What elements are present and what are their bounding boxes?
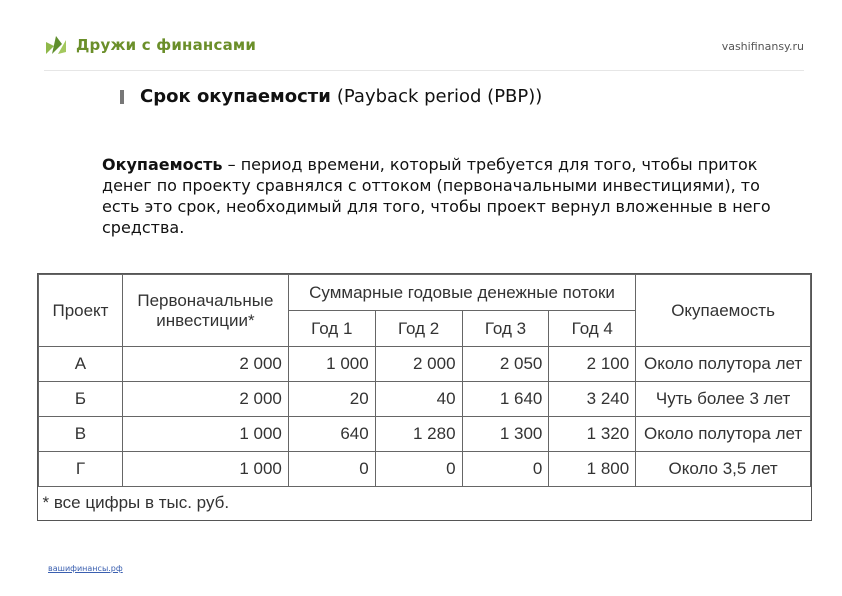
cell-year-4: 3 240	[549, 382, 636, 417]
cell-project: Г	[39, 452, 123, 487]
cell-project: Б	[39, 382, 123, 417]
page-header	[44, 34, 804, 71]
header-year-1: Год 1	[288, 311, 375, 347]
cell-investment: 2 000	[122, 382, 288, 417]
header-cash-flows: Суммарные годовые денежные потоки	[288, 275, 635, 311]
cell-investment: 1 000	[122, 452, 288, 487]
header-year-3: Год 3	[462, 311, 549, 347]
cell-year-1: 1 000	[288, 347, 375, 382]
header-payback: Окупаемость	[636, 275, 811, 347]
cell-year-2: 0	[375, 452, 462, 487]
header-investment: Первоначальные инвестиции*	[122, 275, 288, 347]
cell-payback: Чуть более 3 лет	[636, 382, 811, 417]
cell-payback: Около 3,5 лет	[636, 452, 811, 487]
leaf-logo-icon	[44, 34, 68, 56]
cell-year-4: 1 800	[549, 452, 636, 487]
cell-year-2: 1 280	[375, 417, 462, 452]
cell-investment: 1 000	[122, 417, 288, 452]
cell-payback: Около полутора лет	[636, 417, 811, 452]
cell-year-1: 640	[288, 417, 375, 452]
cell-year-2: 40	[375, 382, 462, 417]
cell-project: В	[39, 417, 123, 452]
table-row	[39, 452, 811, 487]
table-header-row	[39, 275, 811, 311]
title-bullet	[120, 90, 124, 104]
cell-year-1: 0	[288, 452, 375, 487]
table-note-row	[39, 487, 811, 519]
payback-table	[38, 274, 811, 519]
table-row	[39, 347, 811, 382]
definition-term: Окупаемость	[102, 155, 223, 174]
cell-year-3: 0	[462, 452, 549, 487]
cell-investment: 2 000	[122, 347, 288, 382]
cell-year-1: 20	[288, 382, 375, 417]
header-year-4: Год 4	[549, 311, 636, 347]
cell-year-3: 1 300	[462, 417, 549, 452]
cell-year-4: 2 100	[549, 347, 636, 382]
cell-year-4: 1 320	[549, 417, 636, 452]
title-subtitle: (Payback period (PBP))	[336, 86, 543, 107]
cell-year-3: 2 050	[462, 347, 549, 382]
footer-link[interactable]: вашифинансы.рф	[48, 564, 123, 573]
section-title	[120, 86, 542, 107]
header-year-2: Год 2	[375, 311, 462, 347]
site-url[interactable]: vashifinansy.ru	[721, 40, 804, 53]
title-bold: Срок окупаемости	[140, 86, 331, 107]
definition-text: – период времени, который требуется для того, чтобы приток денег по проекту сравнялся с оттоком (первоначальными инвестициями), то есть это срок, необходимый для того, чтобы проект вернул вложенные в него средства.	[102, 155, 771, 237]
cell-year-2: 2 000	[375, 347, 462, 382]
logo[interactable]	[44, 34, 256, 56]
table-row	[39, 417, 811, 452]
table-row	[39, 382, 811, 417]
cell-payback: Около полутора лет	[636, 347, 811, 382]
cell-project: А	[39, 347, 123, 382]
definition-paragraph	[102, 154, 782, 238]
table-footnote: * все цифры в тыс. руб.	[42, 492, 230, 512]
header-project: Проект	[39, 275, 123, 347]
payback-table-container	[37, 273, 812, 521]
cell-year-3: 1 640	[462, 382, 549, 417]
brand-name: Дружи с финансами	[76, 36, 257, 54]
